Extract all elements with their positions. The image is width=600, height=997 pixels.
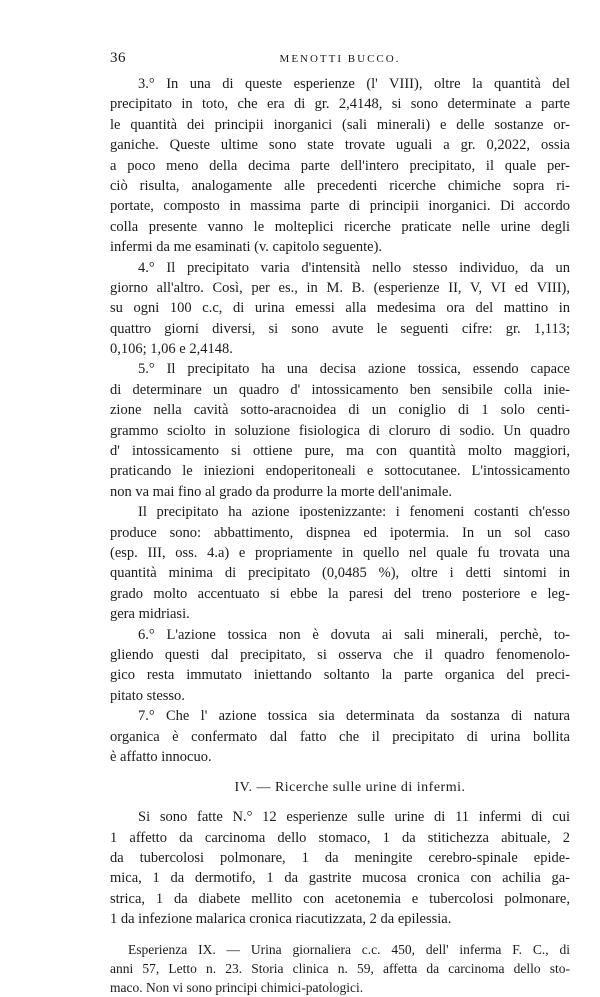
text-line: su ogni 100 c.c, di urina emessi alla medesima ora del mattino in <box>110 300 570 317</box>
text-line: zione nella cavità sotto-aracnoidea di un coniglio di 1 solo centi- <box>110 402 570 419</box>
text-line: 7.° Che l' azione tossica sia determinata da sostanza di natura <box>138 708 570 725</box>
text-line: gliendo questi dal precipitato, si osserva che il quadro fenomenolo- <box>110 646 570 663</box>
text-line: da tubercolosi polmonare, 1 da meningite cerebro-spinale epide- <box>110 850 570 867</box>
text-line: produce sono: abbattimento, dispnea ed ipotermia. In un sol caso <box>110 524 570 541</box>
section-heading: IV. — Ricerche sulle urine di infermi. <box>234 780 466 796</box>
text-line: ciò risulta, analogamente alle precedenti ricerche chimiche sopra ri- <box>110 177 570 194</box>
text-line: (esp. III, oss. 4.a) e propriamente in quello nel quale fu trovata una <box>110 544 570 561</box>
text-line: d' intossicamento si ottiene pure, ma con quantità molto maggiori, <box>110 443 570 460</box>
text-line: quattro giorni diversi, si sono avute le seguenti cifre: gr. 1,113; <box>110 320 570 337</box>
text-line: mica, 1 da dermotifo, 1 da gastrite mucosa cronica con achilia ga- <box>110 870 570 887</box>
text-line: praticando le iniezioni endoperitoneali e sottocutanee. L'intossicamento <box>110 463 570 480</box>
experiment-line: Esperienza IX. — Urina giornaliera c.c. 450, dell' inferma F. C., di <box>128 941 570 957</box>
text-line: grado molto accentuato si ebbe la paresi del treno posteriore e leg- <box>110 585 570 602</box>
text-line: 1 da infezione malarica cronica riacutizzata, 2 da epilessia. <box>110 911 452 928</box>
running-head: MENOTTI BUCCO. <box>279 53 401 65</box>
text-line: giorno all'altro. Così, per es., in M. B. (esperienze II, V, VI ed VIII), <box>110 279 570 296</box>
text-line: è affatto innocuo. <box>110 748 212 765</box>
text-line: le quantità dei principii inorganici (sali minerali) e delle sostanze or- <box>110 116 570 133</box>
text-line: colla presente vanno le molteplici ricerche praticate nelle urine degli <box>110 218 570 235</box>
experiment-line: anni 57, Letto n. 23. Storia clinica n. 59, affetta da carcinoma dello sto- <box>110 960 570 976</box>
body-text <box>110 74 570 997</box>
text-line: non va mai fino al grado da produrre la morte dell'animale. <box>110 483 453 500</box>
page-number: 36 <box>110 50 126 66</box>
experiment-line: maco. Non vi sono principi chimici-patologici. <box>110 979 364 995</box>
text-line: quantità minima di precipitato (0,0485 %), oltre i detti sintomi in <box>110 565 570 582</box>
text-line: 1 affetto da carcinoma dello stomaco, 1 da stitichezza abituale, 2 <box>110 829 570 846</box>
page-header <box>110 50 570 72</box>
text-line: Si sono fatte N.° 12 esperienze sulle urine di 11 infermi di cui <box>138 809 570 826</box>
text-line: Il precipitato ha azione ipostenizzante: i fenomeni costanti ch'esso <box>138 504 570 521</box>
text-line: pitato stesso. <box>110 687 185 704</box>
text-line: 5.° Il precipitato ha una decisa azione tossica, essendo capace <box>138 361 570 378</box>
text-line: a poco meno della decima parte dell'intero precipitato, il quale per- <box>110 157 570 174</box>
text-line: di determinare un quadro d' intossicamento ben sensibile colla inie- <box>110 381 570 398</box>
text-line: ganiche. Queste ultime sono state trovate uguali a gr. 0,2022, ossia <box>110 137 570 154</box>
text-line: portate, composto in massima parte di principii inorganici. Di accordo <box>110 198 570 215</box>
text-line: grammo sciolto in soluzione fisiologica di cloruro di sodio. Un quadro <box>110 422 570 439</box>
text-line: gera midriasi. <box>110 606 190 623</box>
text-line: 3.° In una di queste esperienze (l' VIII), oltre la quantità del <box>138 76 570 92</box>
text-line: 4.° Il precipitato varia d'intensità nello stesso individuo, da un <box>138 259 570 276</box>
text-line: strica, 1 da diabete mellito con acetonemia e tubercolosi polmonare, <box>110 890 570 907</box>
text-line: 6.° L'azione tossica non è dovuta ai sali minerali, perchè, to- <box>138 626 570 643</box>
text-line: infermi da me esaminati (v. capitolo seguente). <box>110 239 383 256</box>
text-line: 0,106; 1,06 e 2,4148. <box>110 341 233 358</box>
text-line: gico resta immutato iniettando soltanto la parte organica del preci- <box>110 667 570 684</box>
text-line: organica è confermato dal fatto che il precipitato di urina bollita <box>110 728 570 745</box>
text-line: precipitato in toto, che era di gr. 2,4148, si sono determinate a parte <box>110 96 570 113</box>
